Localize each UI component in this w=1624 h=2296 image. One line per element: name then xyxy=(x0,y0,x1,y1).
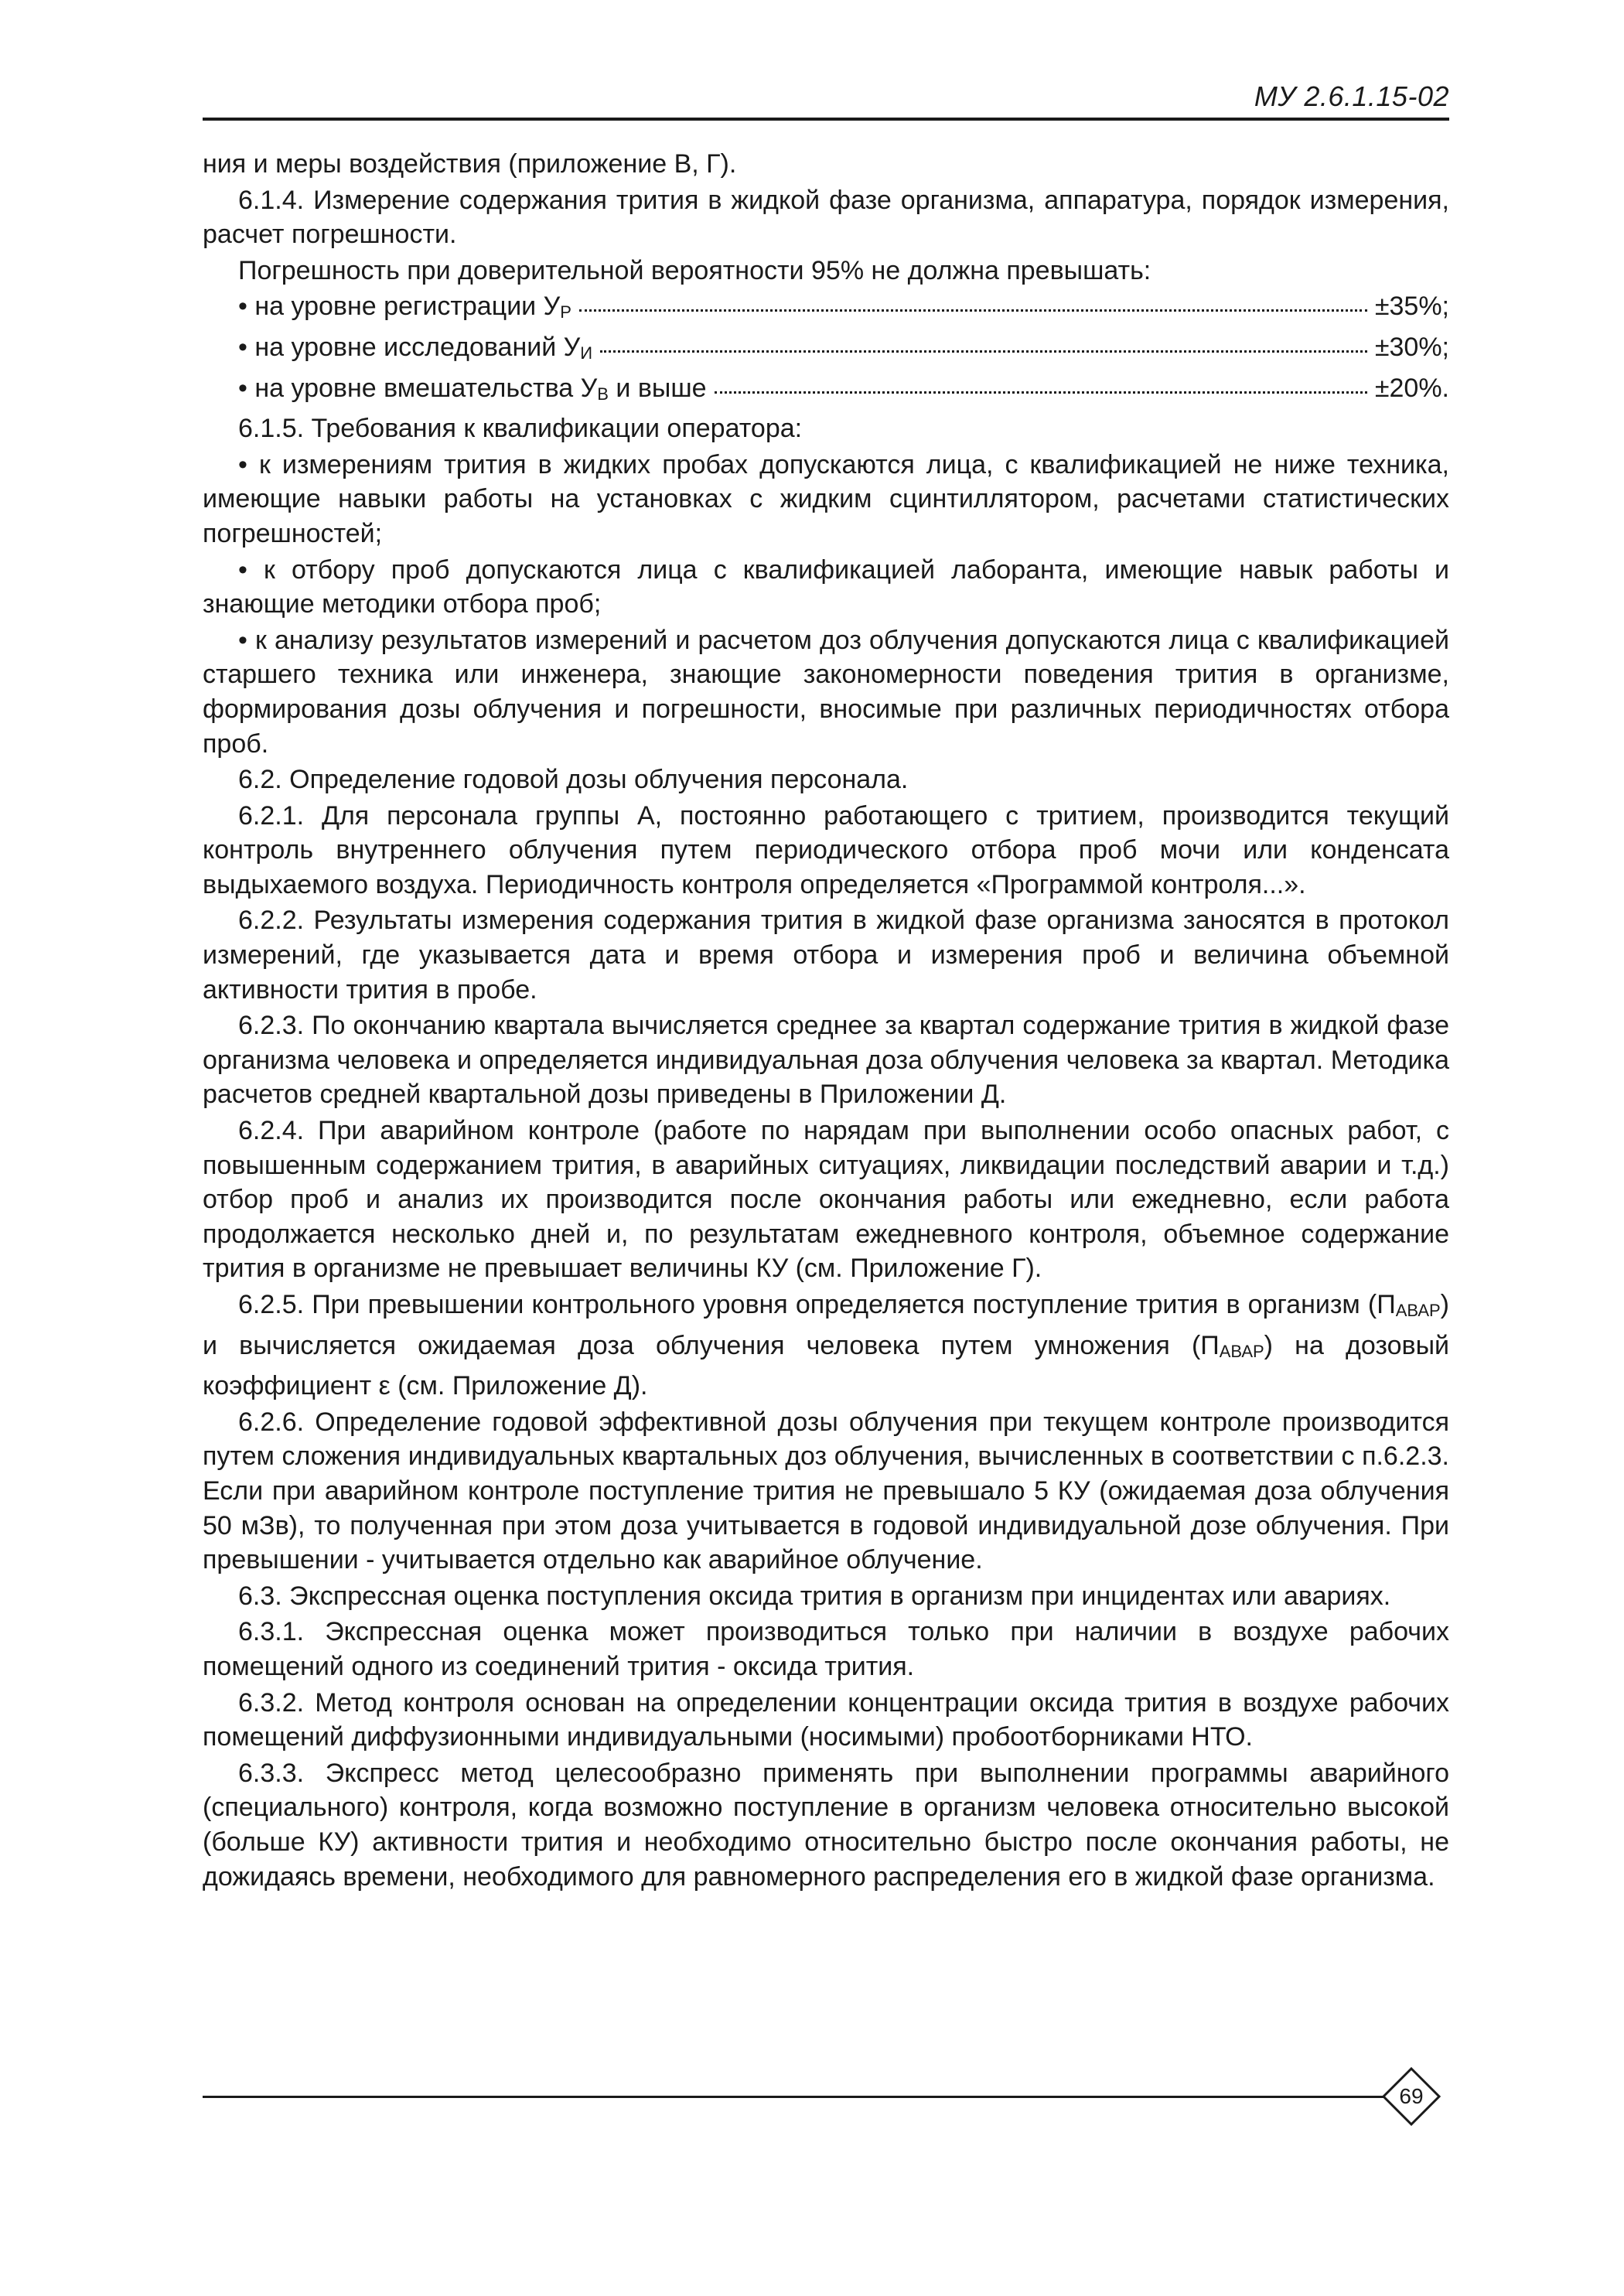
bullet-paragraph: • к анализу результатов измерений и расчетом доз облучения допускаются лица с квалификацией старшего техника или инженера, знающие закономерности поведения трития в организме, формирования дозы облучения и погрешности, вносимые при различных периодичностях отбора проб. xyxy=(203,625,1449,759)
page-content xyxy=(203,147,1449,1895)
paragraph: ния и меры воздействия (приложение В, Г). xyxy=(203,149,737,179)
footer-rule xyxy=(203,2096,1384,2098)
error-level-label: • на уровне вмешательства $У_В$ и выше xyxy=(238,373,707,404)
error-level-value: ±35%; xyxy=(1374,292,1449,322)
error-level-row xyxy=(203,330,1449,371)
paragraph: Погрешность при доверительной вероятности 95% не должна превышать: xyxy=(238,255,1151,285)
paragraph: 6.2.2. Результаты измерения содержания трития в жидкой фазе организма заносятся в протокол измерений, где указывается дата и время отбора и измерения проб и величина объемной активности трития в пробе. xyxy=(203,906,1449,1005)
paragraph: 6.3.2. Метод контроля основан на определении концентрации оксида трития в воздухе рабочих помещений диффузионными индивидуальными (носимыми) пробоотборниками НТО. xyxy=(203,1687,1449,1752)
paragraph: 6.2.6. Определение годовой эффективной дозы облучения при текущем контроле производится путем сложения индивидуальных квартальных доз облучения, вычисленных в соответствии с п.6.2.3. Если при аварийном контроле поступление трития не превышало 5 КУ (ожидаемая доза облучения 50 мЗв), то полученная при этом доза учитывается в годовой индивидуальной дозе облучения. При превышении - учитывается отдельно как аварийное облучение. xyxy=(203,1407,1449,1575)
dot-leader xyxy=(579,309,1367,312)
error-level-label: • на уровне исследований $У_И$ xyxy=(238,332,593,363)
paragraph: 6.2.3. По окончанию квартала вычисляется среднее за квартал содержание трития в жидкой фазе организма человека и определяется индивидуальная доза облучения человека за квартал. Методика расчетов средней квартальной дозы приведены в Приложении Д. xyxy=(203,1011,1449,1110)
section-heading: 6.3. Экспрессная оценка поступления оксида трития в организм при инцидентах или авариях. xyxy=(238,1581,1391,1611)
section-heading: 6.2. Определение годовой дозы облучения персонала. xyxy=(238,765,909,795)
bullet-paragraph: • к отбору проб допускаются лица с квалификацией лаборанта, имеющие навык работы и знающие методики отбора проб; xyxy=(203,554,1449,619)
error-level-row xyxy=(203,289,1449,330)
document-code: МУ 2.6.1.15-02 xyxy=(1254,80,1449,112)
error-level-value: ±20%. xyxy=(1374,373,1449,403)
header-rule xyxy=(203,118,1449,121)
paragraph: 6.1.4. Измерение содержания трития в жидкой фазе организма, аппаратура, порядок измерения, расчет погрешности. xyxy=(203,185,1449,250)
paragraph: 6.3.3. Экспресс метод целесообразно применять при выполнении программы аварийного (специального) контроля, когда возможно поступление в организм человека относительно высокой (больше КУ) активности трития и необходимо относительно быстро после окончания работы, не дожидаясь времени, необходимого для равномерного распределения его в жидкой фазе организма. xyxy=(203,1758,1449,1892)
dot-leader xyxy=(600,350,1367,353)
paragraph: 6.2.1. Для персонала группы А, постоянно работающего с тритием, производится текущий контроль внутреннего облучения путем периодического отбора проб мочи или конденсата выдыхаемого воздуха. Периодичность контроля определяется «Программой контроля...». xyxy=(203,800,1449,899)
bullet-paragraph: • к измерениям трития в жидких пробах допускаются лица, с квалификацией не ниже техника, имеющие навыки работы на установках с жидким сцинтиллятором, расчетами статистических погрешностей; xyxy=(203,449,1449,548)
paragraph: 6.1.5. Требования к квалификации оператора: xyxy=(238,414,803,444)
page-number-badge xyxy=(1381,2066,1441,2127)
paragraph: 6.2.4. При аварийном контроле (работе по нарядам при выполнении особо опасных работ, с повышенным содержанием трития, в аварийных ситуациях, ликвидации последствий аварии и т.д.) отбор проб и анализ их производится после окончания работы или ежедневно, если работа продолжается несколько дней и, по результатам ежедневного контроля, объемное содержание трития в организме не превышает величины КУ (см. Приложение Г). xyxy=(203,1116,1449,1284)
dot-leader xyxy=(715,391,1367,394)
paragraph: 6.3.1. Экспрессная оценка может производиться только при наличии в воздухе рабочих помещений одного из соединений трития - оксида трития. xyxy=(203,1617,1449,1681)
error-level-label: • на уровне регистрации $У_Р$ xyxy=(238,292,571,322)
page-number: 69 xyxy=(1399,2084,1424,2108)
paragraph: 6.2.5. При превышении контрольного уровня определяется поступление трития в организм $(П_{АВАР})$ и вычисляется ожидаемая доза облучения человека путем умножения $(П_{АВАР})$ на дозовый коэффициент ε (см. Приложение Д). xyxy=(203,1290,1449,1401)
error-level-row xyxy=(203,371,1449,412)
error-level-value: ±30%; xyxy=(1374,332,1449,362)
